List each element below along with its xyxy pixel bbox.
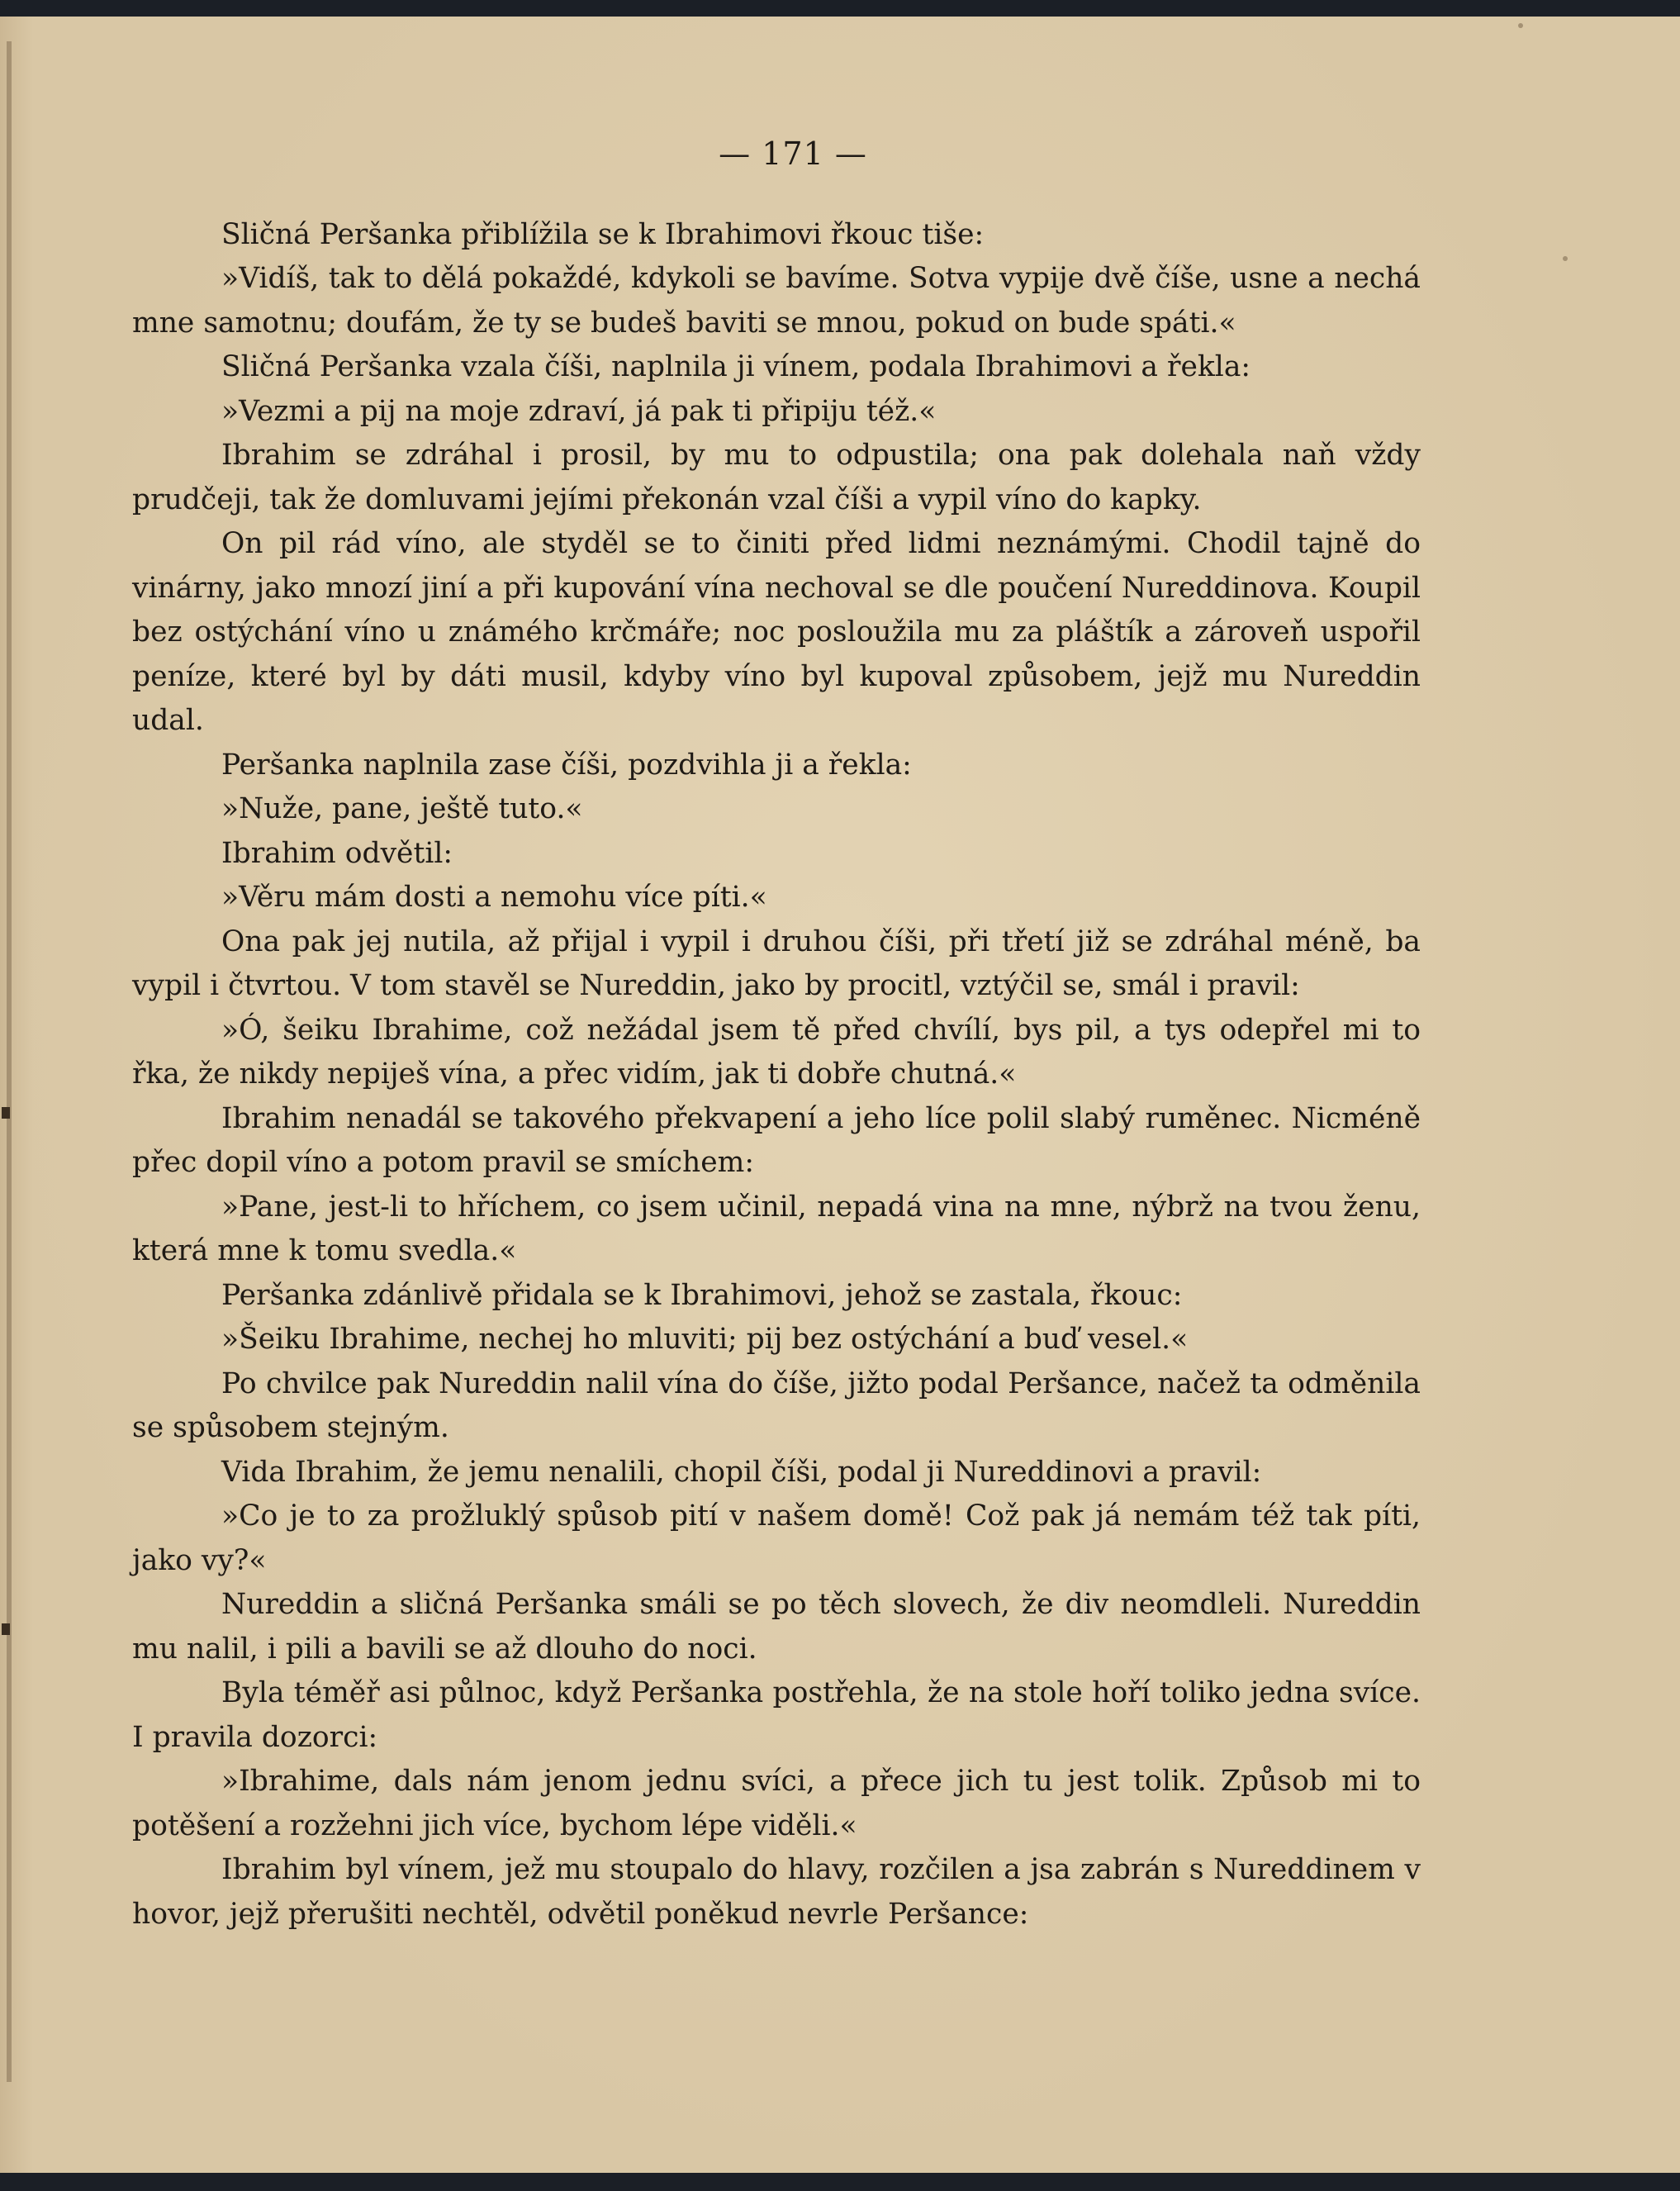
paragraph: Ibrahim nenadál se takového překvapení a jeho líce polil slabý ruměnec. Nicméně přec dopil víno a potom pravil se smíchem: <box>132 1101 1421 1179</box>
paragraph: »Ó, šeiku Ibrahime, což nežádal jsem tě před chvílí, bys pil, a tys odepřel mi to řka, že nikdy nepiješ vína, a přec vidím, jak ti dobře chutná.« <box>132 1013 1421 1091</box>
paragraph: Ona pak jej nutila, až přijal i vypil i druhou číši, při třetí již se zdráhal méně, ba vypil i čtvrtou. V tom stavěl se Nureddin, jako by procitl, vztýčil se, smál i pravil: <box>132 924 1421 1002</box>
paragraph: »Vezmi a pij na moje zdraví, já pak ti připiju též.« <box>221 394 937 428</box>
paragraph: Sličná Peršanka vzala číši, naplnila ji vínem, podala Ibrahimovi a řekla: <box>221 350 1251 383</box>
paragraph: »Věru mám dosti a nemohu více píti.« <box>221 881 767 914</box>
paragraph: Sličná Peršanka přiblížila se k Ibrahimovi řkouc tiše: <box>221 217 985 251</box>
paragraph: Ibrahim se zdráhal i prosil, by mu to odpustila; ona pak dolehala naň vždy prudčeji, tak že domluvami jejími překonán vzal číši a vypil víno do kapky. <box>132 439 1421 516</box>
paragraph: »Co je to za prožluklý spůsob pití v našem domě! Což pak já nemám též tak píti, jako vy?« <box>132 1499 1421 1577</box>
paragraph: »Šeiku Ibrahime, nechej ho mluviti; pij bez ostýchání a buď vesel.« <box>221 1323 1189 1356</box>
paragraph: Byla téměř asi půlnoc, když Peršanka postřehla, že na stole hoří toliko jedna svíce. I pravila dozorci: <box>132 1676 1421 1754</box>
spine-mark <box>2 1107 10 1119</box>
paper-speck <box>1563 256 1568 261</box>
paragraph: On pil rád víno, ale styděl se to činiti před lidmi neznámými. Chodil tajně do vinárny, jako mnozí jiní a při kupování vína nechoval se dle poučení Nureddinova. Koupil bez ostýchání víno u známého krčmáře; noc posloužila mu za pláštík a zároveň uspořil peníze, které byl by dáti musil, kdyby víno byl kupoval způsobem, jejž mu Nureddin udal. <box>132 527 1421 737</box>
paragraph: »Pane, jest-li to hříchem, co jsem učinil, nepadá vina na mne, nýbrž na tvou ženu, která mne k tomu svedla.« <box>132 1190 1421 1267</box>
paragraph: Peršanka naplnila zase číši, pozdvihla ji a řekla: <box>221 748 912 782</box>
paragraph: Ibrahim byl vínem, jež mu stoupalo do hlavy, rozčilen a jsa zabrán s Nureddinem v hovor, jejž přerušiti nechtěl, odvětil poněkud nevrle Peršance: <box>132 1853 1421 1931</box>
paper-speck <box>1518 23 1523 28</box>
scan-bottom-edge <box>0 2173 1680 2191</box>
paragraph: Vida Ibrahim, že jemu nenalili, chopil číši, podal ji Nureddinovi a pravil: <box>221 1455 1262 1489</box>
paragraph: Po chvilce pak Nureddin nalil vína do číše, jižto podal Peršance, načež ta odměnila se spůsobem stejným. <box>132 1366 1421 1444</box>
paragraph: Nureddin a sličná Peršanka smáli se po těch slovech, že div neomdleli. Nureddin mu nalil, i pili a bavili se až dlouho do noci. <box>132 1588 1421 1666</box>
spine-mark <box>2 1623 10 1635</box>
book-page <box>0 17 1680 2173</box>
paragraph: »Ibrahime, dals nám jenom jednu svíci, a přece jich tu jest tolik. Způsob mi to potěšení a rozžehni jich více, bychom lépe viděli.« <box>132 1765 1421 1842</box>
page-number: — 171 — <box>719 135 867 172</box>
paragraph: Peršanka zdánlivě přidala se k Ibrahimovi, jehož se zastala, řkouc: <box>221 1278 1183 1312</box>
paragraph: »Nuže, pane, ještě tuto.« <box>221 792 583 825</box>
page-binding-shadow <box>7 41 12 2082</box>
paragraph: Ibrahim odvětil: <box>221 836 453 870</box>
paragraph: »Vidíš, tak to dělá pokaždé, kdykoli se bavíme. Sotva vypije dvě číše, usne a nechá mne samotnu; doufám, že ty se budeš baviti se mnou, pokud on bude spáti.« <box>132 262 1421 340</box>
page-text <box>132 132 1421 1937</box>
